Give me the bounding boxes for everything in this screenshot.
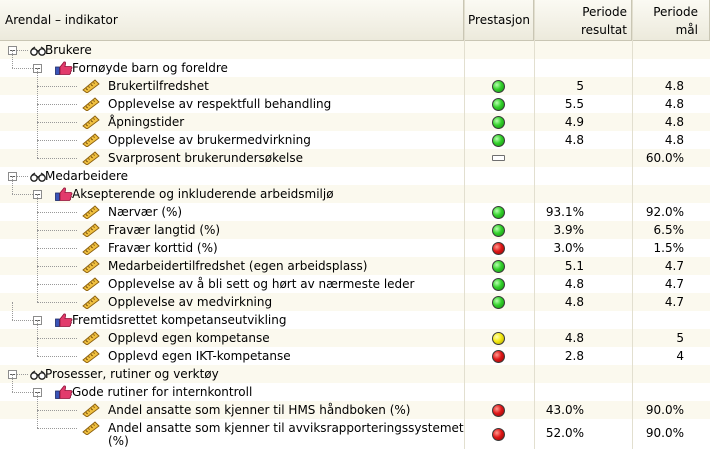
- indicator-label: Fremtidsrettet kompetanseutvikling: [72, 313, 287, 327]
- table-row[interactable]: [0, 311, 710, 329]
- ruler-icon: [82, 421, 100, 438]
- result-value: 5.1: [564, 259, 584, 273]
- column-divider: [632, 0, 633, 449]
- result-value: 3.9%: [553, 223, 584, 237]
- indicator-label: Opplevelse av respektfull behandling: [108, 97, 332, 111]
- tree-connector: [37, 410, 77, 411]
- column-divider: [534, 0, 535, 449]
- target-value: 5: [676, 331, 684, 345]
- tree-connector: [37, 104, 77, 105]
- table-row[interactable]: [0, 347, 710, 365]
- collapse-toggle[interactable]: −: [34, 316, 41, 325]
- indicator-label: Opplevelse av medvirkning: [108, 295, 273, 309]
- tree-connector: [17, 374, 28, 375]
- tree-connector: [37, 104, 38, 122]
- table-row[interactable]: [0, 185, 710, 203]
- tree-connector: [37, 140, 38, 158]
- collapse-toggle[interactable]: −: [34, 64, 41, 73]
- result-value: 43.0%: [545, 403, 584, 417]
- ruler-icon: [82, 205, 100, 222]
- tree-connector: [12, 68, 33, 69]
- result-value: 4.9: [564, 115, 584, 129]
- ruler-icon: [82, 115, 100, 132]
- ruler-icon: [82, 403, 100, 420]
- indicator-label: Opplevd egen kompetanse: [108, 331, 270, 345]
- result-value: 93.1%: [545, 205, 584, 219]
- thumbs-up-icon: [55, 313, 73, 330]
- indicator-label-continued: (%): [108, 434, 129, 448]
- table-row[interactable]: [0, 149, 710, 167]
- ruler-icon: [82, 223, 100, 240]
- result-value: 5.5: [564, 97, 584, 111]
- tree-connector: [37, 230, 77, 231]
- status-light-green: [492, 296, 505, 309]
- col-header-target-line2: mål: [675, 23, 698, 37]
- binoculars-icon: [30, 369, 46, 383]
- indicator-label: Åpningstider: [108, 115, 185, 129]
- target-value: 4.8: [664, 97, 684, 111]
- target-value: 90.0%: [645, 403, 684, 417]
- ruler-icon: [82, 259, 100, 276]
- binoculars-icon: [30, 171, 46, 185]
- tree-connector: [37, 266, 77, 267]
- table-row[interactable]: [0, 203, 710, 221]
- ruler-icon: [82, 79, 100, 96]
- tree-connector: [37, 284, 77, 285]
- target-value: 4.8: [664, 115, 684, 129]
- indicator-label: Aksepterende og inkluderende arbeidsmiljø: [72, 187, 334, 201]
- tree-connector: [37, 302, 77, 303]
- tree-connector: [37, 356, 77, 357]
- status-light-red: [492, 428, 505, 441]
- status-light-green: [492, 224, 505, 237]
- target-value: 4: [676, 349, 684, 363]
- status-light-yellow: [492, 332, 505, 345]
- status-light-green: [492, 116, 505, 129]
- result-value: 3.0%: [553, 241, 584, 255]
- ruler-icon: [82, 151, 100, 168]
- tree-connector: [12, 374, 13, 392]
- col-header-target[interactable]: [632, 0, 710, 40]
- ruler-icon: [82, 133, 100, 150]
- ruler-icon: [82, 97, 100, 114]
- status-light-red: [492, 350, 505, 363]
- tree-connector: [37, 392, 38, 410]
- tree-connector: [37, 212, 38, 230]
- indicator-label: Gode rutiner for internkontroll: [72, 385, 253, 399]
- result-value: 4.8: [564, 277, 584, 291]
- status-light-green: [492, 206, 505, 219]
- thumbs-up-icon: [55, 385, 73, 402]
- table-row[interactable]: [0, 365, 710, 383]
- tree-connector: [37, 194, 38, 212]
- tree-connector: [37, 338, 38, 356]
- table-row[interactable]: [0, 239, 710, 257]
- tree-connector: [12, 50, 13, 68]
- table-row[interactable]: [0, 95, 710, 113]
- status-light-green: [492, 134, 505, 147]
- result-value: 4.8: [564, 331, 584, 345]
- target-value: 4.8: [664, 79, 684, 93]
- status-light-green: [492, 98, 505, 111]
- table-row[interactable]: [0, 113, 710, 131]
- target-value: 1.5%: [653, 241, 684, 255]
- tree-connector: [12, 392, 33, 393]
- grid-header: [0, 0, 710, 41]
- target-value: 4.7: [664, 259, 684, 273]
- table-row[interactable]: [0, 131, 710, 149]
- col-header-result[interactable]: [534, 0, 632, 40]
- tree-connector: [37, 86, 77, 87]
- tree-connector: [12, 176, 13, 194]
- tree-connector: [37, 248, 77, 249]
- indicator-label: Fravær langtid (%): [108, 223, 221, 237]
- col-header-indicator-label: Arendal – indikator: [5, 13, 118, 27]
- table-row[interactable]: [0, 167, 710, 185]
- indicator-label: Svarprosent brukerundersøkelse: [108, 151, 303, 165]
- tree-connector: [17, 176, 28, 177]
- indicator-label: Fravær korttid (%): [108, 241, 218, 255]
- collapse-toggle[interactable]: −: [34, 388, 41, 397]
- table-row[interactable]: [0, 59, 710, 77]
- col-header-result-line2: resultat: [580, 23, 627, 37]
- col-header-target-line1: Periode: [653, 5, 698, 19]
- tree-connector: [37, 140, 77, 141]
- result-value: 2.8: [564, 349, 584, 363]
- thumbs-up-icon: [55, 187, 73, 204]
- collapse-toggle[interactable]: −: [9, 172, 16, 181]
- table-row[interactable]: [0, 41, 710, 59]
- tree-connector: [37, 230, 38, 248]
- target-value: 90.0%: [645, 426, 684, 440]
- ruler-icon: [82, 295, 100, 312]
- indicator-label: Nærvær (%): [108, 205, 183, 219]
- table-row[interactable]: [0, 221, 710, 239]
- indicator-label: Brukertilfredshet: [108, 79, 209, 93]
- target-value: 6.5%: [653, 223, 684, 237]
- tree-connector: [37, 428, 77, 429]
- result-value: 4.8: [564, 295, 584, 309]
- indicator-label: Prosesser, rutiner og verktøy: [45, 367, 219, 381]
- table-row[interactable]: [0, 293, 710, 311]
- column-divider: [464, 0, 465, 449]
- status-light-red: [492, 404, 505, 417]
- tree-connector: [37, 266, 38, 284]
- tree-connector: [17, 50, 28, 51]
- indicator-label: Brukere: [45, 43, 92, 57]
- tree-connector: [37, 122, 38, 140]
- binoculars-icon: [30, 45, 46, 59]
- result-value: 5: [576, 79, 584, 93]
- ruler-icon: [82, 277, 100, 294]
- table-row[interactable]: [0, 383, 710, 401]
- target-value: 92.0%: [645, 205, 684, 219]
- indicator-label: Opplevd egen IKT-kompetanse: [108, 349, 291, 363]
- ruler-icon: [82, 331, 100, 348]
- ruler-icon: [82, 241, 100, 258]
- tree-connector: [37, 68, 38, 86]
- collapse-toggle[interactable]: −: [34, 190, 41, 199]
- col-header-performance-label: Prestasjon: [468, 13, 530, 27]
- result-value: 52.0%: [545, 426, 584, 440]
- status-light-green: [492, 80, 505, 93]
- table-row[interactable]: [0, 275, 710, 293]
- tree-connector: [37, 284, 38, 302]
- target-value: 4.7: [664, 277, 684, 291]
- table-row[interactable]: [0, 401, 710, 419]
- col-header-result-line1: Periode: [582, 5, 627, 19]
- indicator-label: Opplevelse av å bli sett og hørt av nærmeste leder: [108, 277, 415, 291]
- indicator-label: Fornøyde barn og foreldre: [72, 61, 228, 75]
- tree-connector: [37, 248, 38, 266]
- thumbs-up-icon: [55, 61, 73, 78]
- tree-connector: [37, 86, 38, 104]
- tree-connector: [37, 158, 77, 159]
- tree-connector: [12, 320, 33, 321]
- collapse-toggle[interactable]: −: [9, 46, 16, 55]
- indicator-label: Andel ansatte som kjenner til HMS håndboken (%): [108, 403, 411, 417]
- table-row[interactable]: [0, 77, 710, 95]
- col-header-indicator[interactable]: [0, 0, 464, 40]
- status-light-green: [492, 260, 505, 273]
- ruler-icon: [82, 349, 100, 366]
- table-row[interactable]: [0, 419, 710, 447]
- tree-connector: [37, 338, 77, 339]
- indicator-label: Andel ansatte som kjenner til avviksrapporteringssystemet: [108, 421, 464, 435]
- table-row[interactable]: [0, 257, 710, 275]
- tree-connector: [37, 410, 38, 428]
- tree-connector: [12, 194, 33, 195]
- target-value: 60.0%: [645, 151, 684, 165]
- col-header-performance[interactable]: [464, 0, 534, 40]
- table-row[interactable]: [0, 329, 710, 347]
- target-value: 4.7: [664, 295, 684, 309]
- tree-connector: [37, 212, 77, 213]
- status-light-green: [492, 278, 505, 291]
- tree-connector: [37, 122, 77, 123]
- tree-connector: [37, 320, 38, 338]
- indicator-label: Medarbeidere: [45, 169, 129, 183]
- indicator-label: Opplevelse av brukermedvirkning: [108, 133, 311, 147]
- result-value: 4.8: [564, 133, 584, 147]
- collapse-toggle[interactable]: −: [9, 370, 16, 379]
- tree-connector: [12, 302, 13, 320]
- status-light-none: [492, 155, 505, 161]
- indicator-label: Medarbeidertilfredshet (egen arbeidsplass): [108, 259, 368, 273]
- target-value: 4.8: [664, 133, 684, 147]
- status-light-red: [492, 242, 505, 255]
